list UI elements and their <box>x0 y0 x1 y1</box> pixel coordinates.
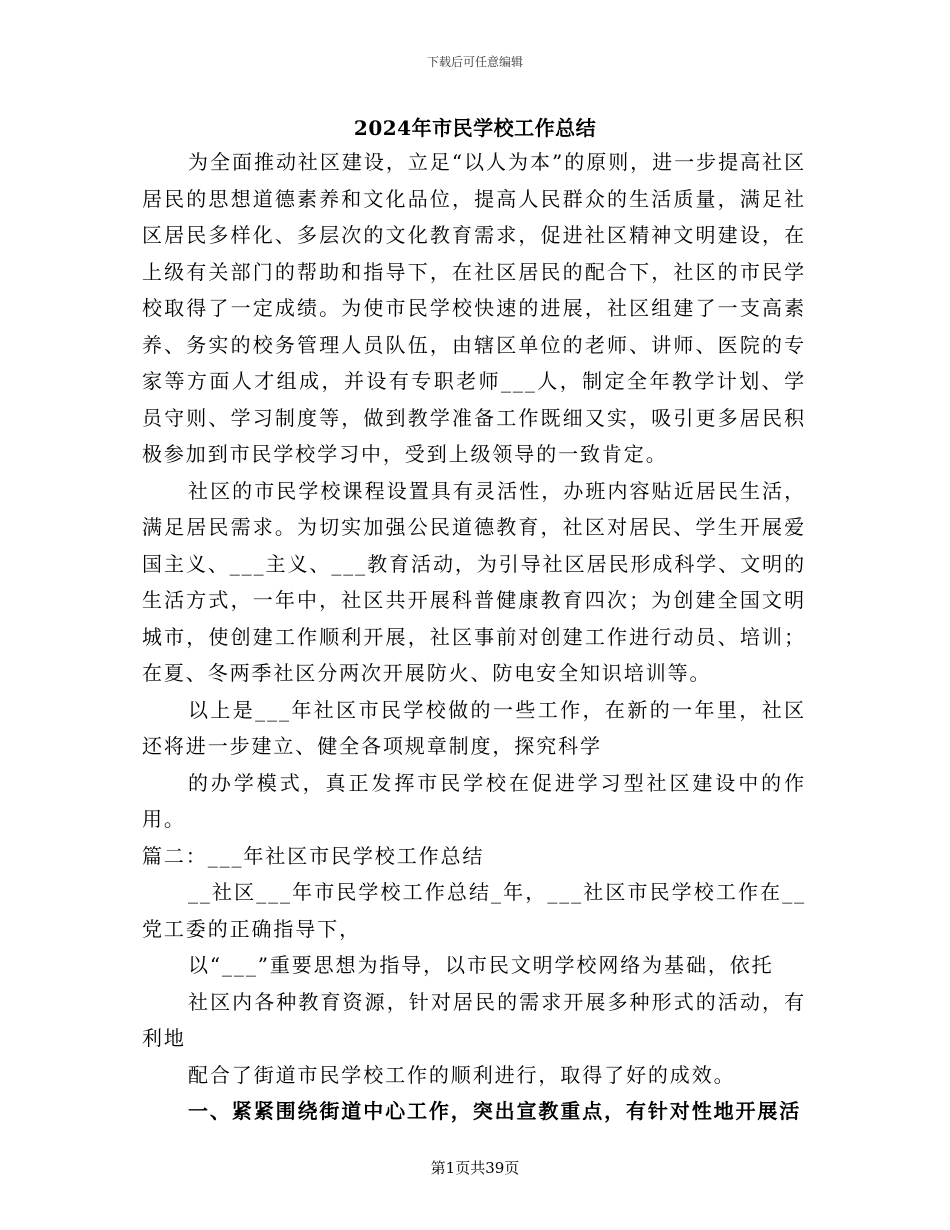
section-heading-part-two: 篇二：___年社区市民学校工作总结 <box>142 843 485 868</box>
paragraph-intro: 为全面推动社区建设，立足“以人为本”的原则，进一步提高社区居民的思想道德素养和文化品位，提高人民群众的生活质量，满足社区居民多样化、多层次的文化教育需求，促进社区精神文明建设，在上级有关部门的帮助和指导下，在社区居民的配合下，社区的市民学校取得了一定成绩。为使市民学校快速的进展，社区组建了一支高素养、务实的校务管理人员队伍，由辖区单位的老师、讲师、医院的专家等方面人才组成，并设有专职老师___人，制定全年教学计划、学员守则、学习制度等，做到教学准备工作既细又实，吸引更多居民积极参加到市民学校学习中，受到上级领导的一致肯定。 <box>142 150 806 466</box>
document-title: 2024年市民学校工作总结 <box>353 116 597 140</box>
paragraph-outlook-continued: 的办学模式，真正发挥市民学校在促进学习型社区建设中的作用。 <box>142 770 806 831</box>
paragraph-resources: 社区内各种教育资源，针对居民的需求开展多种形式的活动，有利地 <box>142 989 806 1050</box>
paragraph-guiding-thought: 以“___”重要思想为指导，以市民文明学校网络为基础，依托 <box>188 953 774 977</box>
paragraph-outlook: 以上是___年社区市民学校做的一些工作，在新的一年里，社区还将进一步建立、健全各项规章制度，探究科学 <box>142 697 806 758</box>
paragraph-curriculum: 社区的市民学校课程设置具有灵活性，办班内容贴近居民生活，满足居民需求。为切实加强公民道德教育，社区对居民、学生开展爱国主义、___主义、___教育活动，为引导社区居民形成科学、文明的生活方式，一年中，社区共开展科普健康教育四次；为创建全国文明城市，使创建工作顺利开展，社区事前对创建工作进行动员、培训；在夏、冬两季社区分两次开展防火、防电安全知识培训等。 <box>142 478 806 685</box>
page-header-note: 下载后可任意编辑 <box>426 55 523 69</box>
page-number-footer: 第1页共39页 <box>430 1159 520 1177</box>
document-body <box>142 144 806 1130</box>
section-heading-one: 一、紧紧围绕街道中心工作，突出宣教重点，有针对性地开展活 <box>188 1099 802 1123</box>
paragraph-part-two-intro: __社区___年市民学校工作总结_年，___社区市民学校工作在__党工委的正确指导下， <box>142 880 806 941</box>
paragraph-results: 配合了街道市民学校工作的顺利进行，取得了好的成效。 <box>188 1062 736 1087</box>
